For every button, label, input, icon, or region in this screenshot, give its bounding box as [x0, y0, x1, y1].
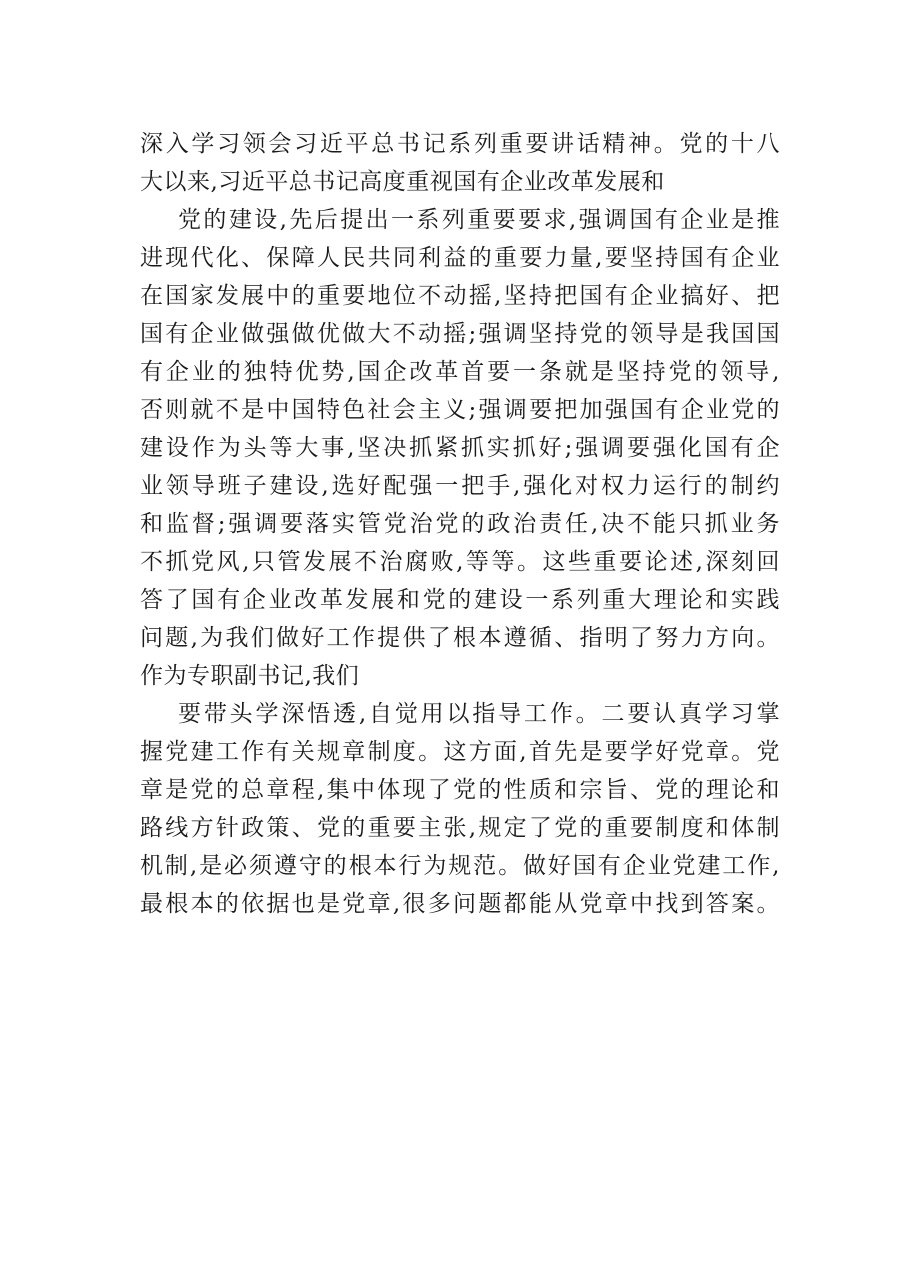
text-line: 最根本的依据也是党章,很多问题都能从党章中找到答案。 — [140, 891, 780, 917]
text-line: 问题,为我们做好工作提供了根本遵循、指明了努力方向。 — [140, 625, 780, 651]
body-text — [140, 125, 780, 923]
text-line: 作为专职副书记,我们 — [140, 663, 360, 689]
text-line: 和监督;强调要落实管党治党的政治责任,决不能只抓业务 — [140, 511, 780, 537]
text-line: 有企业的独特优势,国企改革首要一条就是坚持党的领导, — [140, 359, 780, 385]
text-line: 不抓党风,只管发展不治腐败,等等。这些重要论述,深刻回 — [140, 549, 780, 575]
text-line: 建设作为头等大事,坚决抓紧抓实抓好;强调要强化国有企 — [140, 435, 780, 461]
text-line: 机制,是必须遵守的根本行为规范。做好国有企业党建工作, — [140, 853, 780, 879]
text-line: 握党建工作有关规章制度。这方面,首先是要学好党章。党 — [140, 739, 780, 765]
text-line: 深入学习领会习近平总书记系列重要讲话精神。党的十八 — [140, 131, 780, 157]
text-line: 业领导班子建设,选好配强一把手,强化对权力运行的制约 — [140, 473, 780, 499]
text-line: 大以来,习近平总书记高度重视国有企业改革发展和 — [140, 169, 665, 195]
text-line: 章是党的总章程,集中体现了党的性质和宗旨、党的理论和 — [140, 777, 780, 803]
text-line: 党的建设,先后提出一系列重要要求,强调国有企业是推 — [178, 207, 780, 233]
text-line: 国有企业做强做优做大不动摇;强调坚持党的领导是我国国 — [140, 321, 780, 347]
text-line: 答了国有企业改革发展和党的建设一系列重大理论和实践 — [140, 587, 780, 613]
text-line: 要带头学深悟透,自觉用以指导工作。二要认真学习掌 — [178, 701, 780, 727]
text-line: 进现代化、保障人民共同利益的重要力量,要坚持国有企业 — [140, 245, 780, 271]
text-line: 在国家发展中的重要地位不动摇,坚持把国有企业搞好、把 — [140, 283, 780, 309]
text-line: 否则就不是中国特色社会主义;强调要把加强国有企业党的 — [140, 397, 780, 423]
text-line: 路线方针政策、党的重要主张,规定了党的重要制度和体制 — [140, 815, 780, 841]
